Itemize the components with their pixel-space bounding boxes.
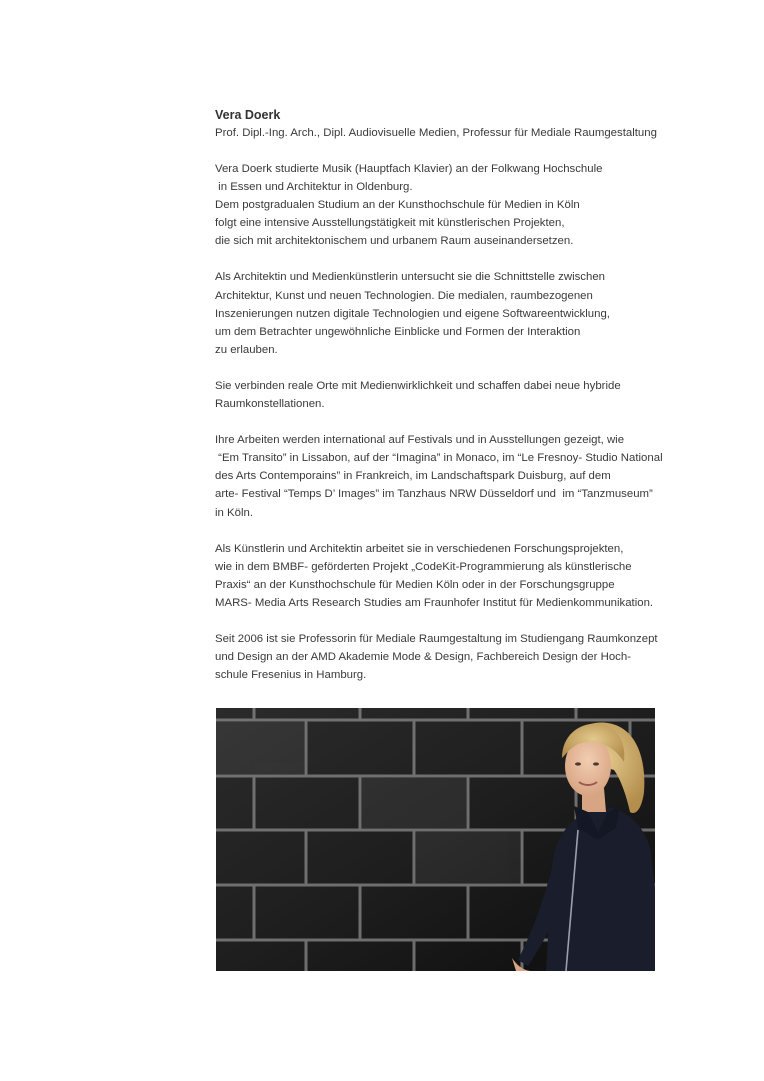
bio-paragraph-professorship <box>215 630 675 684</box>
text-line: in Essen und Architektur in Oldenburg. <box>215 181 413 194</box>
text-line: Ihre Arbeiten werden international auf Festivals und in Ausstellungen gezeigt, wie <box>215 434 625 447</box>
text-line: Architektur, Kunst und neuen Technologien. Die medialen, raumbezogenen <box>215 289 593 302</box>
text-line: und Design an der AMD Akademie Mode & Design, Fachbereich Design der Hoch- <box>215 651 631 664</box>
portrait-photo <box>216 708 655 971</box>
bio-paragraph-education <box>215 160 675 250</box>
text-line: Dem postgradualen Studium an der Kunsthochschule für Medien in Köln <box>215 199 580 212</box>
text-line: zu erlauben. <box>215 343 278 356</box>
bio-paragraph-projects <box>215 540 675 612</box>
text-line: um dem Betrachter ungewöhnliche Einblicke und Formen der Interaktion <box>215 325 581 338</box>
text-line: Sie verbinden reale Orte mit Medienwirklichkeit und schaffen dabei neue hybride <box>215 379 621 392</box>
text-line: in Köln. <box>215 506 253 519</box>
text-line: des Arts Contemporains” in Frankreich, im Landschaftspark Duisburg, auf dem <box>215 470 611 483</box>
text-line: Seit 2006 ist sie Professorin für Mediale Raumgestaltung im Studiengang Raumkonzept <box>215 632 658 645</box>
text-line: Als Architektin und Medienkünstlerin untersucht sie die Schnittstelle zwischen <box>215 271 606 284</box>
bio-content <box>215 106 675 702</box>
person-name: Vera Doerk <box>215 108 281 122</box>
text-line: Als Künstlerin und Architektin arbeitet sie in verschiedenen Forschungsprojekten, <box>215 542 624 555</box>
text-line: Vera Doerk studierte Musik (Hauptfach Klavier) an der Folkwang Hochschule <box>215 163 603 175</box>
text-line: arte- Festival “Temps D’ Images” im Tanzhaus NRW Düsseldorf und im “Tanzmuseum” <box>215 488 653 501</box>
text-line: Raumkonstellationen. <box>215 398 325 411</box>
text-line: wie in dem BMBF- geförderten Projekt „CodeKit-Programmierung als künstlerische <box>215 560 632 573</box>
text-line: Praxis“ an der Kunsthochschule für Medien Köln oder in der Forschungsgruppe <box>215 578 615 591</box>
bio-paragraph-exhibitions <box>215 431 675 521</box>
person-title: Prof. Dipl.-Ing. Arch., Dipl. Audiovisuelle Medien, Professur für Mediale Raumgestaltung <box>215 127 657 139</box>
text-line: schule Fresenius in Hamburg. <box>215 669 367 682</box>
text-line: die sich mit architektonischem und urbanem Raum auseinandersetzen. <box>215 235 574 248</box>
text-line: Inszenierungen nutzen digitale Technologien und eigene Softwareentwicklung, <box>215 307 610 320</box>
text-line: folgt eine intensive Ausstellungstätigkeit mit künstlerischen Projekten, <box>215 217 565 230</box>
text-line: MARS- Media Arts Research Studies am Fraunhofer Institut für Medienkommunikation. <box>215 596 654 609</box>
text-line: “Em Transito” in Lissabon, auf der “Imagina” in Monaco, im “Le Fresnoy- Studio National <box>215 452 663 465</box>
bio-paragraph-hybrid <box>215 377 675 413</box>
bio-paragraph-research <box>215 268 675 358</box>
